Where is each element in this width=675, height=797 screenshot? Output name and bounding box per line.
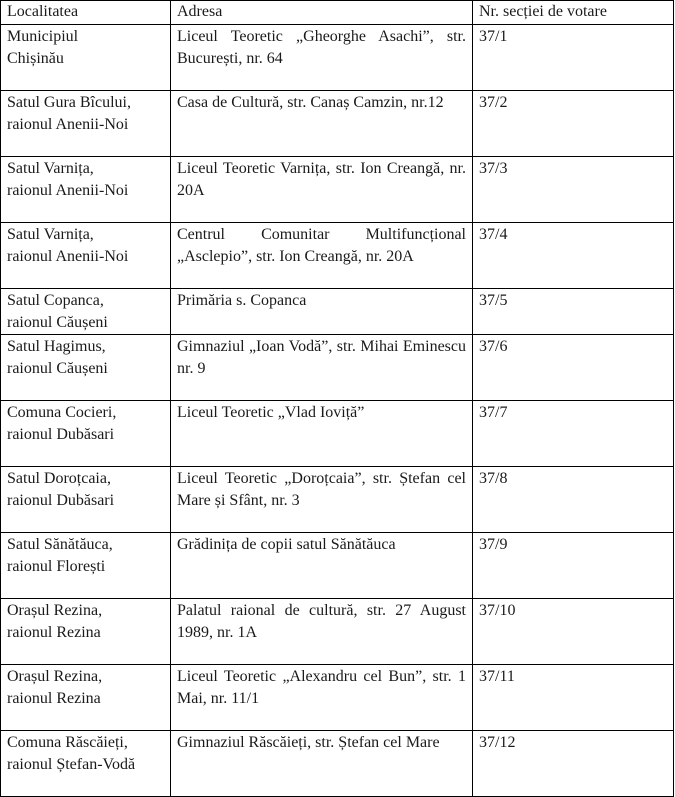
table-row bbox=[1, 335, 674, 401]
cell-section-number: 37/9 bbox=[473, 533, 674, 599]
cell-address: Liceul Teoretic Varnița, str. Ion Creangă, nr. 20A bbox=[171, 157, 473, 223]
header-address: Adresa bbox=[171, 1, 473, 25]
cell-section-number: 37/7 bbox=[473, 401, 674, 467]
locality-line-1: Municipiul bbox=[7, 28, 79, 45]
cell-address: Gimnaziul „Ioan Vodă”, str. Mihai Eminescu nr. 9 bbox=[171, 335, 473, 401]
cell-address: Liceul Teoretic „Vlad Ioviță” bbox=[171, 401, 473, 467]
cell-locality bbox=[1, 467, 171, 533]
cell-locality bbox=[1, 401, 171, 467]
cell-address: Palatul raional de cultură, str. 27 August 1989, nr. 1A bbox=[171, 599, 473, 665]
locality-line-1: Orașul Rezina, bbox=[7, 668, 103, 685]
locality-line-2: raionul Căușeni bbox=[7, 360, 108, 377]
cell-section-number: 37/3 bbox=[473, 157, 674, 223]
locality-line-1: Satul Varnița, bbox=[7, 160, 94, 177]
cell-address: Grădinița de copii satul Sănătăuca bbox=[171, 533, 473, 599]
cell-address: Liceul Teoretic „Alexandru cel Bun”, str. 1 Mai, nr. 11/1 bbox=[171, 665, 473, 731]
locality-line-2: raionul Anenii-Noi bbox=[7, 116, 129, 133]
cell-section-number: 37/10 bbox=[473, 599, 674, 665]
table-row bbox=[1, 599, 674, 665]
table-row bbox=[1, 25, 674, 91]
locality-line-1: Orașul Rezina, bbox=[7, 602, 103, 619]
table-body bbox=[1, 25, 674, 797]
table-row bbox=[1, 401, 674, 467]
cell-address: Liceul Teoretic „Doroțcaia”, str. Ștefan cel Mare și Sfânt, nr. 3 bbox=[171, 467, 473, 533]
table-row bbox=[1, 223, 674, 289]
table-row bbox=[1, 91, 674, 157]
locality-line-1: Satul Sănătăuca, bbox=[7, 536, 113, 553]
locality-line-2: Chișinău bbox=[7, 50, 64, 67]
locality-line-2: raionul Anenii-Noi bbox=[7, 182, 129, 199]
cell-section-number: 37/2 bbox=[473, 91, 674, 157]
table-row bbox=[1, 157, 674, 223]
locality-line-2: raionul Rezina bbox=[7, 690, 101, 707]
locality-line-1: Comuna Răscăieți, bbox=[7, 734, 128, 751]
cell-locality bbox=[1, 533, 171, 599]
cell-address: Casa de Cultură, str. Canaș Camzin, nr.12 bbox=[171, 91, 473, 157]
table-row bbox=[1, 731, 674, 797]
locality-line-1: Satul Doroțcaia, bbox=[7, 470, 111, 487]
locality-line-2: raionul Căușeni bbox=[7, 314, 108, 331]
header-section-number: Nr. secției de votare bbox=[473, 1, 674, 25]
cell-section-number: 37/11 bbox=[473, 665, 674, 731]
cell-locality bbox=[1, 25, 171, 91]
cell-section-number: 37/8 bbox=[473, 467, 674, 533]
locality-line-2: raionul Florești bbox=[7, 558, 106, 575]
cell-locality bbox=[1, 599, 171, 665]
cell-locality bbox=[1, 91, 171, 157]
cell-address: Centrul Comunitar Multifuncțional „Asclepio”, str. Ion Creangă, nr. 20A bbox=[171, 223, 473, 289]
cell-locality bbox=[1, 665, 171, 731]
cell-address: Primăria s. Copanca bbox=[171, 289, 473, 335]
cell-address: Liceul Teoretic „Gheorghe Asachi”, str. București, nr. 64 bbox=[171, 25, 473, 91]
table-row bbox=[1, 665, 674, 731]
cell-locality bbox=[1, 335, 171, 401]
table-header-row bbox=[1, 1, 674, 25]
locality-line-2: raionul Anenii-Noi bbox=[7, 248, 129, 265]
cell-section-number: 37/1 bbox=[473, 25, 674, 91]
table-row bbox=[1, 467, 674, 533]
locality-line-1: Satul Gura Bîcului, bbox=[7, 94, 131, 111]
cell-locality bbox=[1, 157, 171, 223]
locality-line-1: Satul Hagimus, bbox=[7, 338, 106, 355]
locality-line-2: raionul Dubăsari bbox=[7, 492, 115, 509]
table-row bbox=[1, 289, 674, 335]
header-locality: Localitatea bbox=[1, 1, 171, 25]
locality-line-1: Satul Copanca, bbox=[7, 292, 104, 309]
locality-line-1: Satul Varnița, bbox=[7, 226, 94, 243]
cell-section-number: 37/4 bbox=[473, 223, 674, 289]
cell-section-number: 37/5 bbox=[473, 289, 674, 335]
locality-line-2: raionul Ștefan-Vodă bbox=[7, 756, 136, 773]
locality-line-2: raionul Rezina bbox=[7, 624, 101, 641]
cell-locality bbox=[1, 731, 171, 797]
cell-section-number: 37/6 bbox=[473, 335, 674, 401]
cell-locality bbox=[1, 223, 171, 289]
table-row bbox=[1, 533, 674, 599]
locality-line-2: raionul Dubăsari bbox=[7, 426, 115, 443]
cell-locality bbox=[1, 289, 171, 335]
cell-section-number: 37/12 bbox=[473, 731, 674, 797]
cell-address: Gimnaziul Răscăieți, str. Ștefan cel Mare bbox=[171, 731, 473, 797]
locality-line-1: Comuna Cocieri, bbox=[7, 404, 117, 421]
